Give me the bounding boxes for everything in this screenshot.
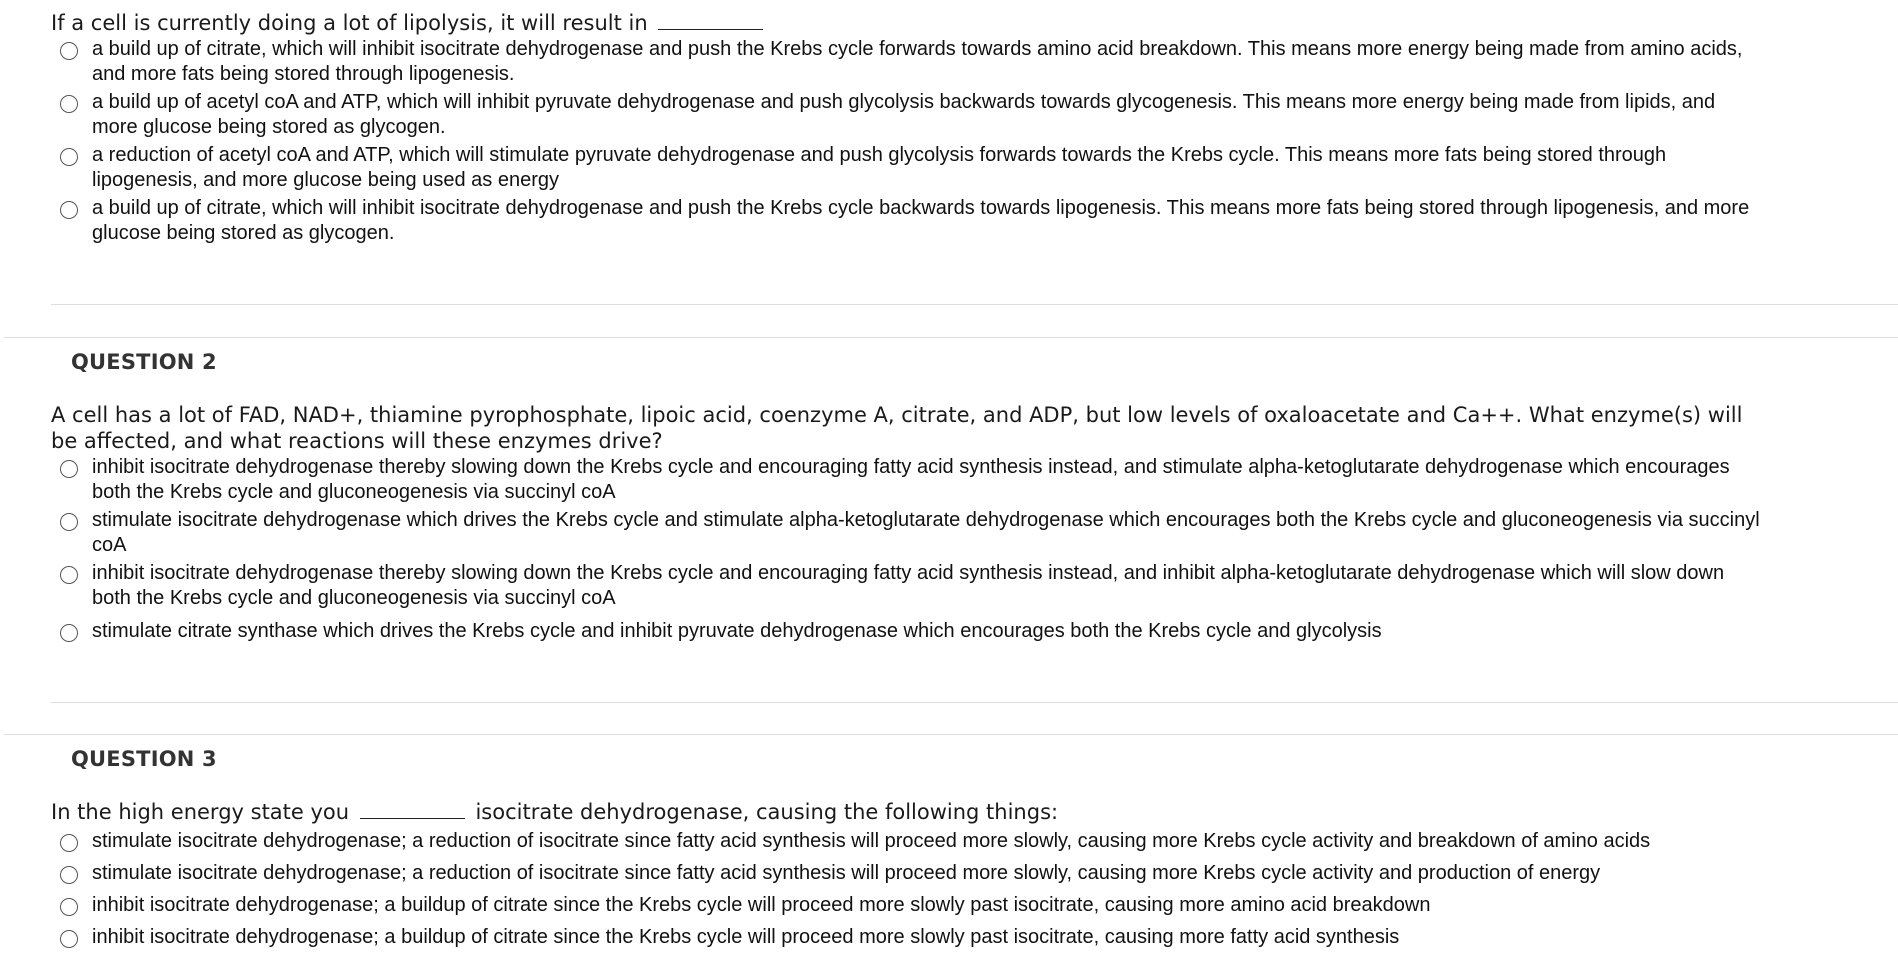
option-label: inhibit isocitrate dehydrogenase; a buildup of citrate since the Krebs cycle will proceed more slowly past isocitrate, causing more amino acid breakdown bbox=[92, 894, 1431, 916]
question-2-option-b[interactable] bbox=[60, 508, 1760, 558]
section-divider bbox=[4, 337, 1898, 338]
radio-button[interactable] bbox=[60, 898, 78, 916]
radio-button[interactable] bbox=[60, 513, 78, 531]
option-label: a reduction of acetyl coA and ATP, which will stimulate pyruvate dehydrogenase and push glycolysis forwards towards the Krebs cycle. This means more fats being stored through lipogenesis, and more glucose being used as energy bbox=[92, 144, 1667, 191]
section-divider bbox=[51, 702, 1898, 703]
question-1-option-c[interactable] bbox=[60, 143, 1760, 193]
radio-button[interactable] bbox=[60, 148, 78, 166]
option-label: stimulate isocitrate dehydrogenase which drives the Krebs cycle and stimulate alpha-ketoglutarate dehydrogenase which encourages both the Krebs cycle and gluconeogenesis via succinyl coA bbox=[92, 509, 1760, 556]
question-3-prompt-start: In the high energy state you bbox=[51, 800, 350, 824]
option-label: stimulate citrate synthase which drives the Krebs cycle and inhibit pyruvate dehydrogenase which encourages both the Krebs cycle and glycolysis bbox=[92, 620, 1382, 642]
question-3-heading: QUESTION 3 bbox=[71, 747, 217, 771]
question-1-prompt-text: If a cell is currently doing a lot of lipolysis, it will result in bbox=[51, 11, 648, 35]
radio-button[interactable] bbox=[60, 95, 78, 113]
radio-button[interactable] bbox=[60, 624, 78, 642]
radio-button[interactable] bbox=[60, 42, 78, 60]
radio-button[interactable] bbox=[60, 834, 78, 852]
option-label: inhibit isocitrate dehydrogenase thereby slowing down the Krebs cycle and encouraging fatty acid synthesis instead, and inhibit alpha-ketoglutarate dehydrogenase which will slow down both the Krebs cycle and gluconeogenesis via succinyl coA bbox=[92, 562, 1725, 609]
question-2-option-c[interactable] bbox=[60, 561, 1760, 611]
question-3-prompt bbox=[51, 799, 1751, 825]
question-2-option-a[interactable] bbox=[60, 455, 1760, 505]
radio-button[interactable] bbox=[60, 930, 78, 948]
question-1-prompt bbox=[51, 10, 1751, 36]
option-label: a build up of citrate, which will inhibit isocitrate dehydrogenase and push the Krebs cycle forwards towards amino acid breakdown. This means more energy being made from amino acids, and more fats being stored through lipogenesis. bbox=[92, 38, 1743, 85]
question-2-heading: QUESTION 2 bbox=[71, 350, 217, 374]
question-2-prompt: A cell has a lot of FAD, NAD+, thiamine pyrophosphate, lipoic acid, coenzyme A, citrate, and ADP, but low levels of oxaloacetate and Ca++. What enzyme(s) will be affected, and what reactions will these enzymes drive? bbox=[51, 403, 1743, 453]
option-label: a build up of citrate, which will inhibit isocitrate dehydrogenase and push the Krebs cycle backwards towards lipogenesis. This means more fats being stored through lipogenesis, and more glucose being stored as glycogen. bbox=[92, 197, 1750, 244]
question-3-option-d[interactable] bbox=[60, 925, 1760, 950]
question-1-options bbox=[60, 37, 1760, 246]
option-label: a build up of acetyl coA and ATP, which will inhibit pyruvate dehydrogenase and push glycolysis backwards towards glycogenesis. This means more energy being made from lipids, and more glucose being stored as glycogen. bbox=[92, 91, 1716, 138]
section-divider bbox=[51, 304, 1898, 305]
question-3-options bbox=[60, 829, 1760, 950]
answer-blank bbox=[360, 817, 465, 819]
section-divider bbox=[4, 734, 1898, 735]
question-1-option-a[interactable] bbox=[60, 37, 1760, 87]
question-3-option-c[interactable] bbox=[60, 893, 1760, 918]
radio-button[interactable] bbox=[60, 201, 78, 219]
radio-button[interactable] bbox=[60, 566, 78, 584]
question-3-prompt-end: isocitrate dehydrogenase, causing the following things: bbox=[475, 800, 1059, 824]
question-2-option-d[interactable] bbox=[60, 619, 1760, 644]
question-1-option-b[interactable] bbox=[60, 90, 1760, 140]
answer-blank bbox=[658, 28, 763, 30]
radio-button[interactable] bbox=[60, 460, 78, 478]
question-3-option-a[interactable] bbox=[60, 829, 1760, 854]
radio-button[interactable] bbox=[60, 866, 78, 884]
option-label: stimulate isocitrate dehydrogenase; a reduction of isocitrate since fatty acid synthesis will proceed more slowly, causing more Krebs cycle activity and breakdown of amino acids bbox=[92, 830, 1651, 852]
option-label: stimulate isocitrate dehydrogenase; a reduction of isocitrate since fatty acid synthesis will proceed more slowly, causing more Krebs cycle activity and production of energy bbox=[92, 862, 1601, 884]
question-1-option-d[interactable] bbox=[60, 196, 1760, 246]
question-3-option-b[interactable] bbox=[60, 861, 1760, 886]
question-2-options bbox=[60, 455, 1760, 644]
option-label: inhibit isocitrate dehydrogenase; a buildup of citrate since the Krebs cycle will proceed more slowly past isocitrate, causing more fatty acid synthesis bbox=[92, 926, 1400, 948]
option-label: inhibit isocitrate dehydrogenase thereby slowing down the Krebs cycle and encouraging fatty acid synthesis instead, and stimulate alpha-ketoglutarate dehydrogenase which encourages both the Krebs cycle and gluconeogenesis via succinyl coA bbox=[92, 456, 1730, 503]
